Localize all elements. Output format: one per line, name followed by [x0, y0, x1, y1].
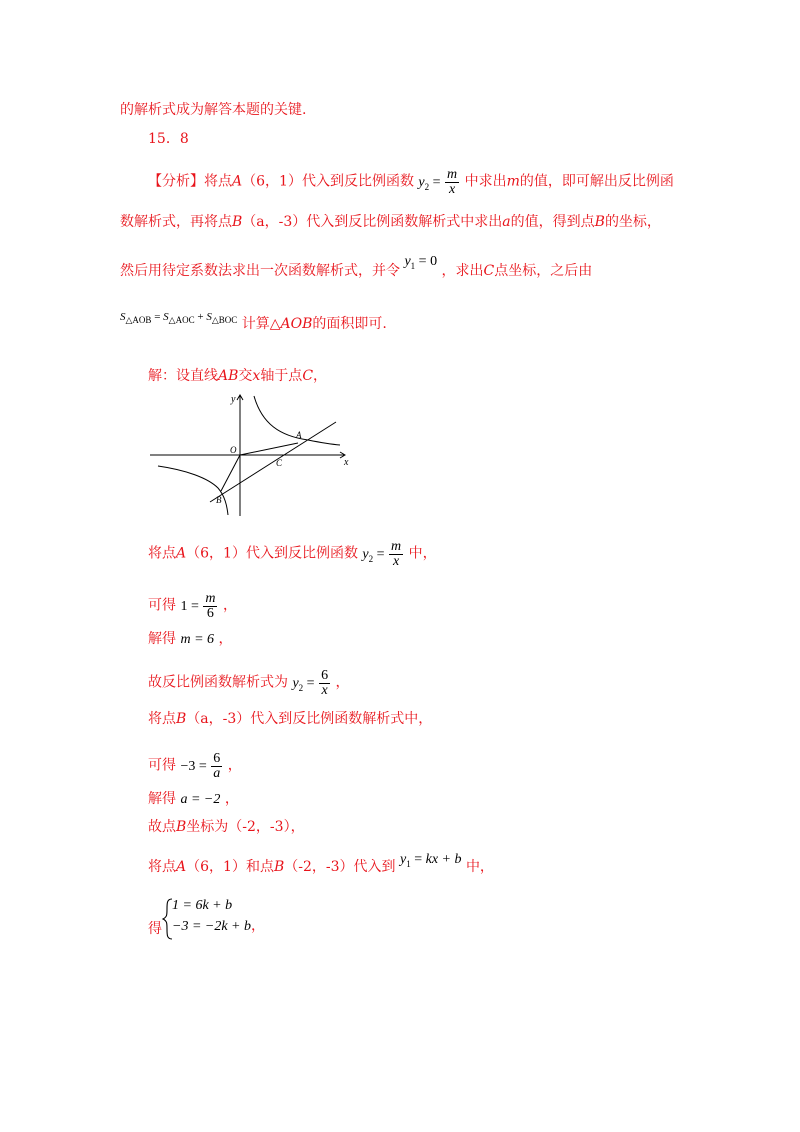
- formula-a-eq-neg2: a = −2: [180, 792, 221, 807]
- text-span: 的值，得到点: [510, 214, 595, 230]
- solution-intro: [148, 367, 327, 385]
- math-eq: =: [432, 174, 441, 190]
- text-span: 坐标为（-2，-3），: [186, 819, 305, 835]
- label-y: y: [231, 394, 236, 405]
- step-7: [148, 790, 239, 809]
- math-var: y: [292, 675, 299, 691]
- denominator: x: [321, 683, 328, 698]
- text-span: ，: [222, 597, 237, 614]
- label-b: B: [216, 495, 222, 505]
- analysis-line-3: [120, 254, 593, 285]
- text-span: 解：设直线: [148, 368, 218, 384]
- formula-y2-m-over-x: [362, 539, 404, 569]
- text-span: 代入到反比例函数解析式中求出: [306, 214, 503, 230]
- analysis-line-1: [148, 168, 674, 197]
- text-span: 的面积即可.: [312, 316, 387, 332]
- math-sub: 2: [368, 553, 374, 564]
- fraction: [211, 752, 222, 781]
- math-sub: 2: [298, 682, 304, 693]
- point-a: A: [232, 173, 243, 190]
- text-span: 将点: [148, 859, 176, 875]
- text-span: （6，1）和点: [186, 859, 274, 875]
- math-eq: =: [414, 852, 423, 867]
- point-b: B: [176, 711, 187, 727]
- label-a: A: [296, 430, 302, 440]
- function-graph-figure: [148, 392, 353, 520]
- text-span: 可得: [148, 757, 176, 774]
- denominator: 6: [206, 606, 214, 621]
- math-sub: △BOC: [211, 315, 238, 326]
- var-m: m: [506, 173, 520, 190]
- formula-y1-eq-0: [404, 254, 437, 269]
- numerator: m: [447, 167, 458, 182]
- text-span: 数解析式，再将点: [120, 214, 232, 230]
- text-span: （a，-3）代入到反比例函数解析式中，: [186, 711, 433, 727]
- math-sub: 1: [406, 858, 411, 869]
- label-o: O: [230, 445, 237, 455]
- math-num: −3: [180, 758, 196, 774]
- math-sub: 2: [424, 181, 430, 192]
- step-6: [148, 752, 242, 781]
- text-span: 轴于点: [260, 368, 303, 384]
- text-span: 计算△: [241, 316, 281, 332]
- text-span: （a，-3）: [242, 214, 307, 230]
- math-var: y: [418, 174, 425, 190]
- text-span: （6，1）代入到反比例函数: [186, 545, 358, 562]
- math-eq: =: [198, 758, 207, 774]
- label-x: x: [344, 457, 349, 468]
- label-c: C: [276, 458, 283, 468]
- text-span: ，: [224, 791, 239, 807]
- system-eq-1: [172, 897, 232, 915]
- text-span: ，: [227, 757, 242, 774]
- math-var: S: [163, 311, 169, 323]
- formula-1-eq-m-over-6: [180, 591, 218, 621]
- text-span: 中，: [465, 859, 494, 875]
- equation-2: −3 = −2k + b: [172, 919, 252, 934]
- math-plus: +: [197, 311, 204, 323]
- text-span: 将点: [148, 545, 176, 562]
- text-span: 中求出: [464, 173, 507, 190]
- question-number: [148, 130, 189, 148]
- fraction: [445, 168, 459, 197]
- text-span: 的值，即可解出反比例函: [519, 173, 674, 190]
- math-eq: =: [190, 598, 199, 614]
- math-eq: =: [306, 675, 315, 691]
- text-span: ，: [218, 631, 233, 647]
- step-3: [148, 630, 232, 649]
- formula-m-eq-6: m = 6: [180, 632, 215, 647]
- hyperbola-lower-branch: [158, 466, 228, 515]
- point-b: B: [594, 214, 605, 230]
- triangle-aob: AOB: [280, 316, 313, 332]
- text-span: 得: [148, 921, 162, 937]
- text-span: 中，: [408, 545, 437, 562]
- analysis-label: 【分析】: [148, 173, 204, 190]
- text-span: 交: [238, 368, 253, 384]
- step-2: [148, 592, 237, 621]
- text-span: 故反比例函数解析式为: [148, 674, 288, 691]
- point-b: B: [273, 859, 285, 875]
- numerator: m: [205, 591, 216, 606]
- segment-oa: [240, 443, 298, 455]
- text-span: 解得: [148, 791, 176, 807]
- math-var: S: [206, 311, 212, 323]
- step-5: [148, 710, 432, 728]
- math-var: y: [404, 254, 411, 269]
- text-span: 可得: [148, 597, 176, 614]
- text-span: 将点: [204, 173, 232, 190]
- point-c: C: [483, 263, 495, 279]
- line-ab: [210, 422, 336, 502]
- step-9: [148, 852, 494, 881]
- text-span: ，: [251, 919, 266, 934]
- text-span: 然后用待定系数法求出一次函数解析式，并令: [120, 263, 400, 279]
- math-sub: △AOC: [168, 315, 195, 326]
- analysis-line-4: [120, 311, 387, 337]
- step-10: [148, 920, 162, 938]
- intro-text: 的解析式成为解答本题的关键.: [120, 102, 307, 118]
- equation-1: 1 = 6k + b: [172, 898, 233, 913]
- text-span: 代入到反比例函数: [301, 173, 414, 190]
- analysis-line-2: [120, 213, 661, 231]
- math-expr: kx + b: [425, 852, 462, 867]
- text-span: 点坐标，之后由: [494, 263, 593, 279]
- formula-y2-6-over-x: [292, 668, 331, 698]
- formula-neg3-eq-6-over-a: [180, 751, 223, 781]
- point-b: B: [232, 214, 243, 230]
- point-a: A: [176, 859, 187, 875]
- math-var: S: [120, 311, 126, 323]
- text-span: 故点: [148, 819, 176, 835]
- step-8: [148, 818, 305, 836]
- math-eq: =: [154, 311, 161, 323]
- math-sub: △AOB: [125, 315, 152, 326]
- denominator: x: [392, 554, 400, 569]
- point-a: A: [176, 545, 187, 562]
- line-ab: AB: [218, 368, 239, 384]
- text-span: （6，1）: [242, 173, 302, 190]
- text-span: 的坐标，: [604, 214, 661, 230]
- math-eq: =: [418, 254, 427, 269]
- text-span: ，求出: [441, 263, 484, 279]
- formula-y2-m-over-x: [418, 167, 460, 197]
- math-var: y: [399, 852, 407, 867]
- var-a: a: [502, 214, 511, 230]
- text-span: 将点: [148, 711, 176, 727]
- step-4: [148, 669, 350, 698]
- denominator: x: [448, 182, 456, 197]
- text-span: ，: [335, 674, 350, 691]
- fraction: [389, 540, 403, 569]
- math-eq: =: [376, 546, 385, 562]
- point-c: C: [302, 368, 314, 384]
- text-span: （-2，-3）代入到: [284, 859, 396, 875]
- numerator: 6: [321, 668, 329, 683]
- math-num: 1: [180, 598, 188, 614]
- text-span: ，: [313, 368, 328, 384]
- fraction: [203, 592, 217, 621]
- math-num: 0: [430, 254, 438, 269]
- formula-y1-kx-b: [400, 852, 462, 867]
- numerator: 6: [213, 751, 221, 766]
- math-sub: 1: [410, 260, 416, 271]
- formula-area-sum: [120, 311, 238, 326]
- text-span: 解得: [148, 631, 176, 647]
- segment-ob: [221, 455, 240, 491]
- point-b: B: [176, 819, 187, 835]
- denominator: a: [213, 766, 221, 781]
- system-eq-2: [172, 918, 265, 936]
- fraction: [319, 669, 330, 698]
- math-var: y: [362, 546, 369, 562]
- var-x: x: [252, 368, 261, 384]
- step-1: [148, 540, 437, 569]
- question-number-text: 15．8: [148, 131, 189, 147]
- intro-line: [120, 101, 306, 119]
- numerator: m: [391, 539, 402, 554]
